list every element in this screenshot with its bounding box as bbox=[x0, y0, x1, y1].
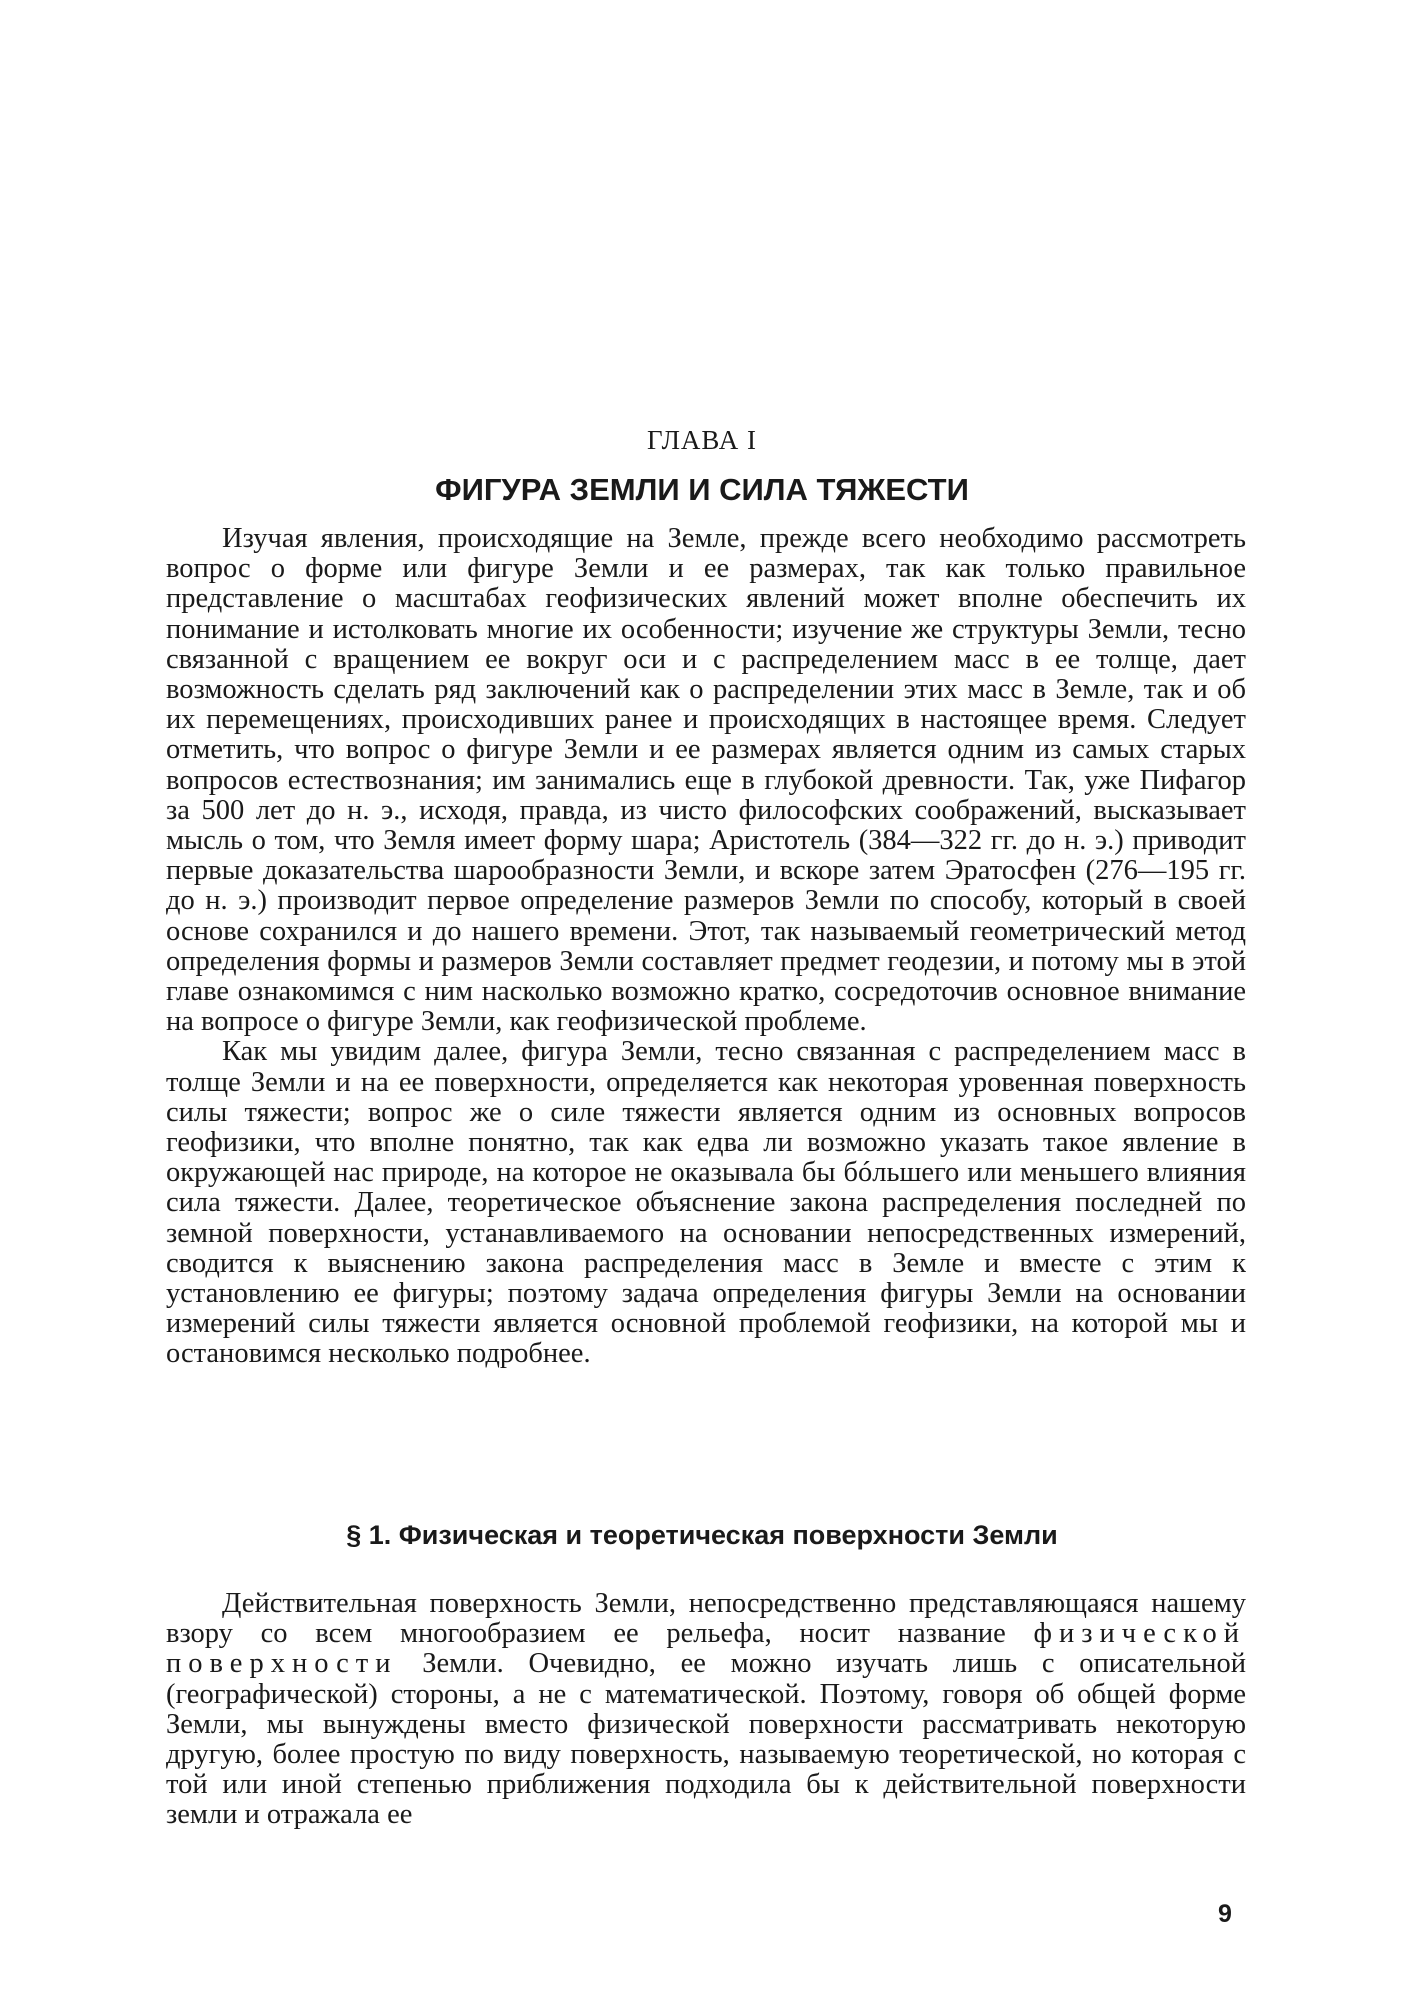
paragraph: Изучая явления, происходящие на Земле, прежде всего необходимо рассмотреть вопрос о форме или фигуре Земли и ее размерах, так как только правильное представление о масштабах геофизических явлений может вполне обеспечить их понимание и истолковать многие их особенности; изучение же структуры Земли, тесно связанной с вращением ее вокруг оси и с распределением масс в ее толще, дает возможность сделать ряд заключений как о распределении этих масс в Земле, так и об их перемещениях, происходивших ранее и происходящих в настоящее время. Следует отметить, что вопрос о фигуре Земли и ее размерах является одним из самых старых вопросов естествознания; им занимались еще в глубокой древности. Так, уже Пифагор за 500 лет до н. э., исходя, правда, из чисто философских соображений, высказывает мысль о том, что Земля имеет форму шара; Аристотель (384—322 гг. до н. э.) приводит первые доказательства шарообразности Земли, и вскоре затем Эратосфен (276—195 гг. до н. э.) производит первое определение размеров Земли по способу, который в своей основе сохранился и до нашего времени. Этот, так называемый геометрический метод определения формы и размеров Земли составляет предмет геодезии, и потому мы в этой главе ознакомимся с ним насколько возможно кратко, сосредоточив основное внимание на вопросе о фигуре Земли, как геофизической проблеме. bbox=[166, 523, 1246, 1038]
paragraph-start: Действительная поверхность Земли, непосредственно представляющаяся нашему взору со всем многообразием ее рельефа, носит название bbox=[166, 1588, 1246, 1650]
chapter-title: ФИГУРА ЗЕМЛИ И СИЛА ТЯЖЕСТИ bbox=[435, 472, 969, 507]
paragraph: Как мы увидим далее, фигура Земли, тесно связанная с распределением масс в толще Земли и на ее поверхности, определяется как некоторая уровенная поверхность силы тяжести; вопрос же о силе тяжести является одним из основных вопросов геофизики, что вполне понятно, так как едва ли возможно указать такое явление в окружающей нас природе, на которое не оказывала бы бóльшего или меньшего влияния сила тяжести. Далее, теоретическое объяснение закона распределения последней по земной поверхности, устанавливаемого на основании непосредственных измерений, сводится к выяснению закона распределения масс в Земле и вместе с этим к установлению ее фигуры; поэтому задача определения фигуры Земли на основании измерений силы тяжести является основной проблемой геофизики, на которой мы и остановимся несколько подробнее. bbox=[166, 1036, 1246, 1370]
chapter-intro bbox=[166, 524, 1246, 1370]
paragraph bbox=[166, 1589, 1246, 1831]
section-title: § 1. Физическая и теоретическая поверхности Земли bbox=[346, 1520, 1058, 1550]
emphasized-term: физической поверхности bbox=[166, 1618, 1246, 1680]
paragraph-end: Земли. Очевидно, ее можно изучать лишь с описательной (географической) стороны, а не с математической. Поэтому, говоря об общей форме Земли, мы вынуждены вместо физической поверхности рассматривать некоторую другую, более простую по виду поверхность, называемую теоретической, но которая с той или иной степенью приближения подходила бы к действительной поверхности земли и отражала ее bbox=[166, 1648, 1247, 1831]
chapter-label: ГЛАВА I bbox=[647, 425, 757, 455]
page-number: 9 bbox=[1218, 1900, 1232, 1928]
section-body bbox=[166, 1589, 1246, 1831]
